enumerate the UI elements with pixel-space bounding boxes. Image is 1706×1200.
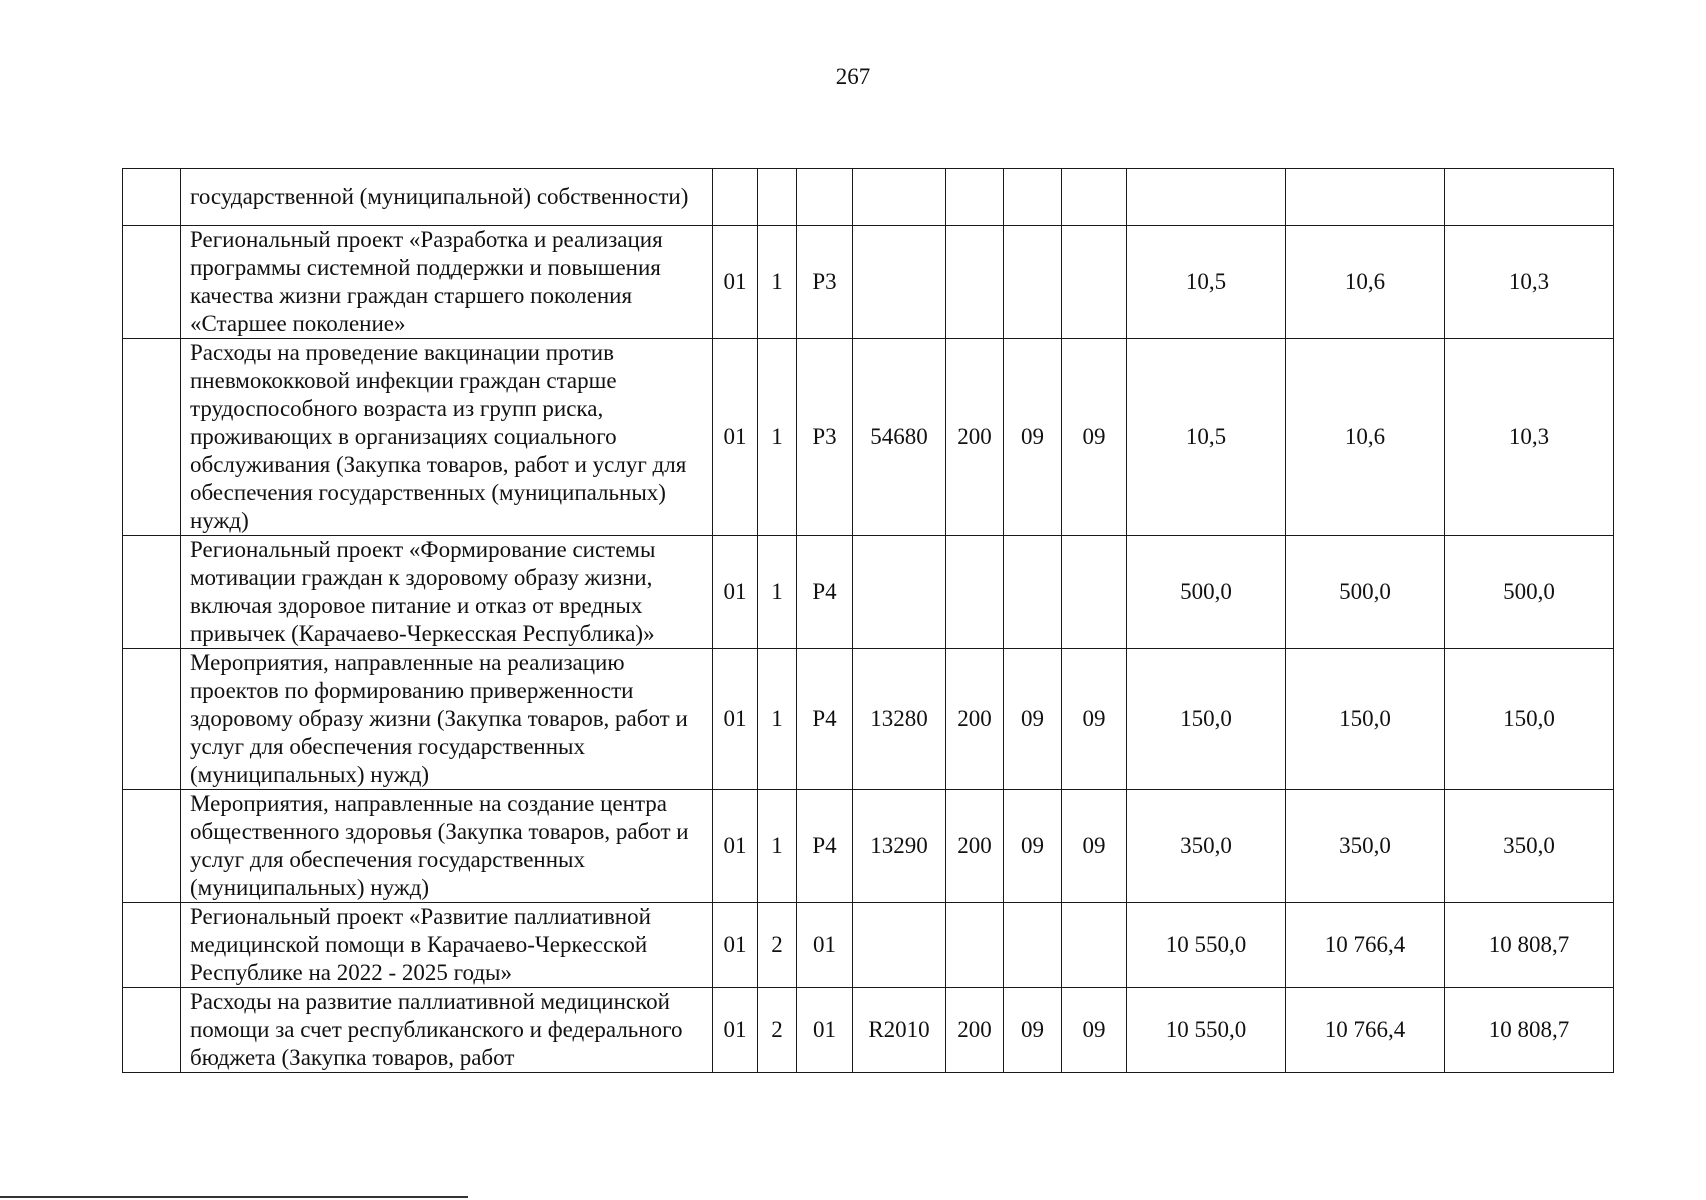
table-row <box>123 536 1614 649</box>
code-subprogram: 1 <box>758 339 797 536</box>
amount-year-1: 10,5 <box>1127 226 1286 339</box>
code-section: 09 <box>1004 988 1062 1073</box>
row-name: Мероприятия, направленные на создание центра общественного здоровья (Закупка товаров, работ и услуг для обеспечения государственных (муниципальных) нужд) <box>181 790 713 903</box>
table-row <box>123 903 1614 988</box>
row-number-cell <box>123 169 181 226</box>
amount-year-3: 150,0 <box>1445 649 1614 790</box>
amount-year-2: 10 766,4 <box>1286 988 1445 1073</box>
table-row <box>123 226 1614 339</box>
code-program: 01 <box>713 339 758 536</box>
code-subprogram: 1 <box>758 536 797 649</box>
code-section <box>1004 169 1062 226</box>
row-number-cell <box>123 790 181 903</box>
code-direction <box>853 226 946 339</box>
row-name: государственной (муниципальной) собственности) <box>181 169 713 226</box>
row-number-cell <box>123 226 181 339</box>
table-row <box>123 169 1614 226</box>
code-main-event: 01 <box>797 988 853 1073</box>
code-program: 01 <box>713 790 758 903</box>
code-program: 01 <box>713 988 758 1073</box>
amount-year-3: 500,0 <box>1445 536 1614 649</box>
amount-year-3: 10 808,7 <box>1445 988 1614 1073</box>
code-main-event: P4 <box>797 649 853 790</box>
code-subprogram <box>758 169 797 226</box>
table-row <box>123 988 1614 1073</box>
amount-year-3: 350,0 <box>1445 790 1614 903</box>
amount-year-2: 150,0 <box>1286 649 1445 790</box>
code-main-event: P3 <box>797 226 853 339</box>
code-subsection <box>1062 536 1127 649</box>
amount-year-1: 10,5 <box>1127 339 1286 536</box>
amount-year-1: 10 550,0 <box>1127 903 1286 988</box>
code-subprogram: 2 <box>758 903 797 988</box>
amount-year-3 <box>1445 169 1614 226</box>
amount-year-2: 10 766,4 <box>1286 903 1445 988</box>
amount-year-3: 10 808,7 <box>1445 903 1614 988</box>
bottom-rule <box>0 1196 468 1198</box>
row-number-cell <box>123 988 181 1073</box>
code-section: 09 <box>1004 649 1062 790</box>
code-subsection: 09 <box>1062 649 1127 790</box>
row-name: Региональный проект «Развитие паллиативной медицинской помощи в Карачаево-Черкесской Республике на 2022 - 2025 годы» <box>181 903 713 988</box>
amount-year-2: 500,0 <box>1286 536 1445 649</box>
code-expense-type <box>946 536 1004 649</box>
row-number-cell <box>123 903 181 988</box>
code-main-event <box>797 169 853 226</box>
code-subsection <box>1062 226 1127 339</box>
row-number-cell <box>123 536 181 649</box>
budget-table <box>122 168 1614 1073</box>
code-expense-type: 200 <box>946 988 1004 1073</box>
amount-year-3: 10,3 <box>1445 226 1614 339</box>
code-direction: 54680 <box>853 339 946 536</box>
code-direction <box>853 536 946 649</box>
row-name: Мероприятия, направленные на реализацию проектов по формированию приверженности здоровому образу жизни (Закупка товаров, работ и услуг для обеспечения государственных (муниципальных) нужд) <box>181 649 713 790</box>
code-main-event: P4 <box>797 790 853 903</box>
amount-year-1: 150,0 <box>1127 649 1286 790</box>
table-body <box>123 169 1614 1073</box>
row-number-cell <box>123 339 181 536</box>
table-row <box>123 339 1614 536</box>
code-expense-type <box>946 903 1004 988</box>
code-program: 01 <box>713 536 758 649</box>
code-program: 01 <box>713 226 758 339</box>
code-expense-type <box>946 169 1004 226</box>
code-main-event: 01 <box>797 903 853 988</box>
amount-year-1: 500,0 <box>1127 536 1286 649</box>
page-number: 267 <box>835 64 871 89</box>
code-program: 01 <box>713 903 758 988</box>
code-main-event: P3 <box>797 339 853 536</box>
table-row <box>123 790 1614 903</box>
code-direction: R2010 <box>853 988 946 1073</box>
code-subsection: 09 <box>1062 790 1127 903</box>
row-name: Расходы на проведение вакцинации против пневмококковой инфекции граждан старше трудоспособного возраста из групп риска, проживающих в организациях социального обслуживания (Закупка товаров, работ и услуг для обеспечения государственных (муниципальных) нужд) <box>181 339 713 536</box>
amount-year-3: 10,3 <box>1445 339 1614 536</box>
code-section <box>1004 903 1062 988</box>
row-name: Региональный проект «Формирование системы мотивации граждан к здоровому образу жизни, включая здоровое питание и отказ от вредных привычек (Карачаево-Черкесская Республика)» <box>181 536 713 649</box>
code-subsection: 09 <box>1062 339 1127 536</box>
amount-year-2: 350,0 <box>1286 790 1445 903</box>
amount-year-1: 350,0 <box>1127 790 1286 903</box>
amount-year-1 <box>1127 169 1286 226</box>
code-subsection <box>1062 903 1127 988</box>
code-subprogram: 2 <box>758 988 797 1073</box>
code-program: 01 <box>713 649 758 790</box>
code-expense-type: 200 <box>946 649 1004 790</box>
code-subprogram: 1 <box>758 649 797 790</box>
code-program <box>713 169 758 226</box>
code-section <box>1004 536 1062 649</box>
row-number-cell <box>123 649 181 790</box>
code-direction <box>853 169 946 226</box>
code-section <box>1004 226 1062 339</box>
row-name: Расходы на развитие паллиативной медицинской помощи за счет республиканского и федерального бюджета (Закупка товаров, работ <box>181 988 713 1073</box>
table-row <box>123 649 1614 790</box>
code-subprogram: 1 <box>758 790 797 903</box>
code-direction <box>853 903 946 988</box>
amount-year-2 <box>1286 169 1445 226</box>
code-subsection: 09 <box>1062 988 1127 1073</box>
code-expense-type: 200 <box>946 790 1004 903</box>
code-main-event: P4 <box>797 536 853 649</box>
code-subsection <box>1062 169 1127 226</box>
code-section: 09 <box>1004 339 1062 536</box>
code-direction: 13290 <box>853 790 946 903</box>
code-expense-type: 200 <box>946 339 1004 536</box>
amount-year-2: 10,6 <box>1286 339 1445 536</box>
code-direction: 13280 <box>853 649 946 790</box>
code-subprogram: 1 <box>758 226 797 339</box>
amount-year-2: 10,6 <box>1286 226 1445 339</box>
code-expense-type <box>946 226 1004 339</box>
amount-year-1: 10 550,0 <box>1127 988 1286 1073</box>
row-name: Региональный проект «Разработка и реализация программы системной поддержки и повышения качества жизни граждан старшего поколения «Старшее поколение» <box>181 226 713 339</box>
code-section: 09 <box>1004 790 1062 903</box>
